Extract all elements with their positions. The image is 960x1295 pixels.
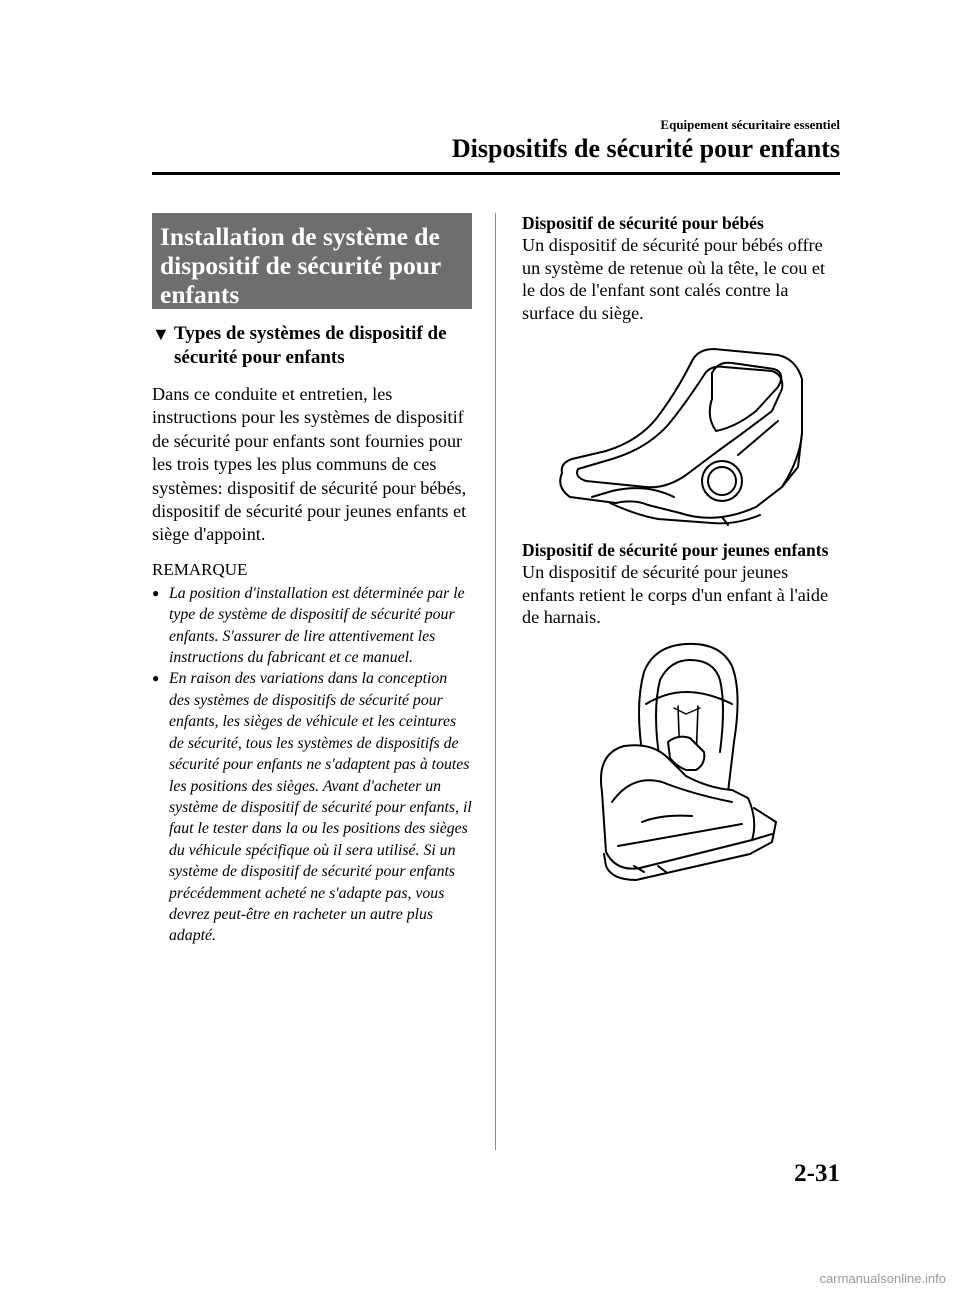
note-item xyxy=(152,668,472,946)
infant-seat-heading: Dispositif de sécurité pour bébés xyxy=(522,213,764,233)
child-seat-illustration xyxy=(582,642,842,887)
section-subtitle: Equipement sécuritaire essentiel xyxy=(660,117,840,132)
section-heading-box: Installation de système de dispositif de sécurité pour enfants xyxy=(152,213,472,309)
note-text: En raison des variations dans la conception des systèmes de dispositifs de sécurité pour enfants, les sièges de véhicule et les ceintures de sécurité, tous les systèmes de dispositifs de sécurité pour enfants ne s'adaptent pas à toutes les positions des sièges. Avant d'acheter un système de dispositif de sécurité pour enfants, il faut le tester dans la ou les positions des sièges du véhicule spécifique où il sera utilisé. Si un système de dispositif de sécurité pour enfants précédemment acheté ne s'adapte pas, vous devrez peut-être en racheter un autre plus adapté. xyxy=(169,670,472,945)
header-rule xyxy=(152,172,840,175)
infant-seat-illustration xyxy=(546,347,842,532)
right-column xyxy=(522,213,842,887)
section-title: Dispositifs de sécurité pour enfants xyxy=(451,134,840,163)
left-column xyxy=(152,213,472,947)
watermark[interactable]: carmanualsonline.info xyxy=(819,1271,946,1286)
subheading-text: Types de systèmes de dispositif de sécurité pour enfants xyxy=(174,323,447,368)
bullet-icon: ● xyxy=(152,585,160,600)
child-seat-heading: Dispositif de sécurité pour jeunes enfants xyxy=(522,540,829,560)
infant-seat-text: Un dispositif de sécurité pour bébés offre un système de retenue où la tête, le cou et le dos de l'enfant sont calés contre la surface du siège. xyxy=(522,235,826,323)
note-text: La position d'installation est déterminée par le type de système de dispositif de sécurité pour enfants. S'assurer de lire attentivement les instructions du fabricant et ce manuel. xyxy=(169,584,465,667)
intro-paragraph: Dans ce conduite et entretien, les instructions pour les systèmes de dispositif de sécurité pour enfants sont fournies pour les trois types les plus communs de ces systèmes: dispositif de sécurité pour bébés, dispositif de sécurité pour jeunes enfants et siège d'appoint. xyxy=(152,384,467,545)
column-divider xyxy=(495,213,496,1150)
note-item xyxy=(152,583,472,669)
page-number: 2-31 xyxy=(794,1160,840,1187)
bullet-icon: ● xyxy=(152,671,160,686)
child-seat-text: Un dispositif de sécurité pour jeunes enfants retient le corps d'un enfant à l'aide de harnais. xyxy=(522,562,829,627)
triangle-down-icon: ▼ xyxy=(152,324,170,344)
note-list xyxy=(152,583,472,947)
subheading xyxy=(152,322,472,370)
note-title: REMARQUE xyxy=(152,559,248,579)
